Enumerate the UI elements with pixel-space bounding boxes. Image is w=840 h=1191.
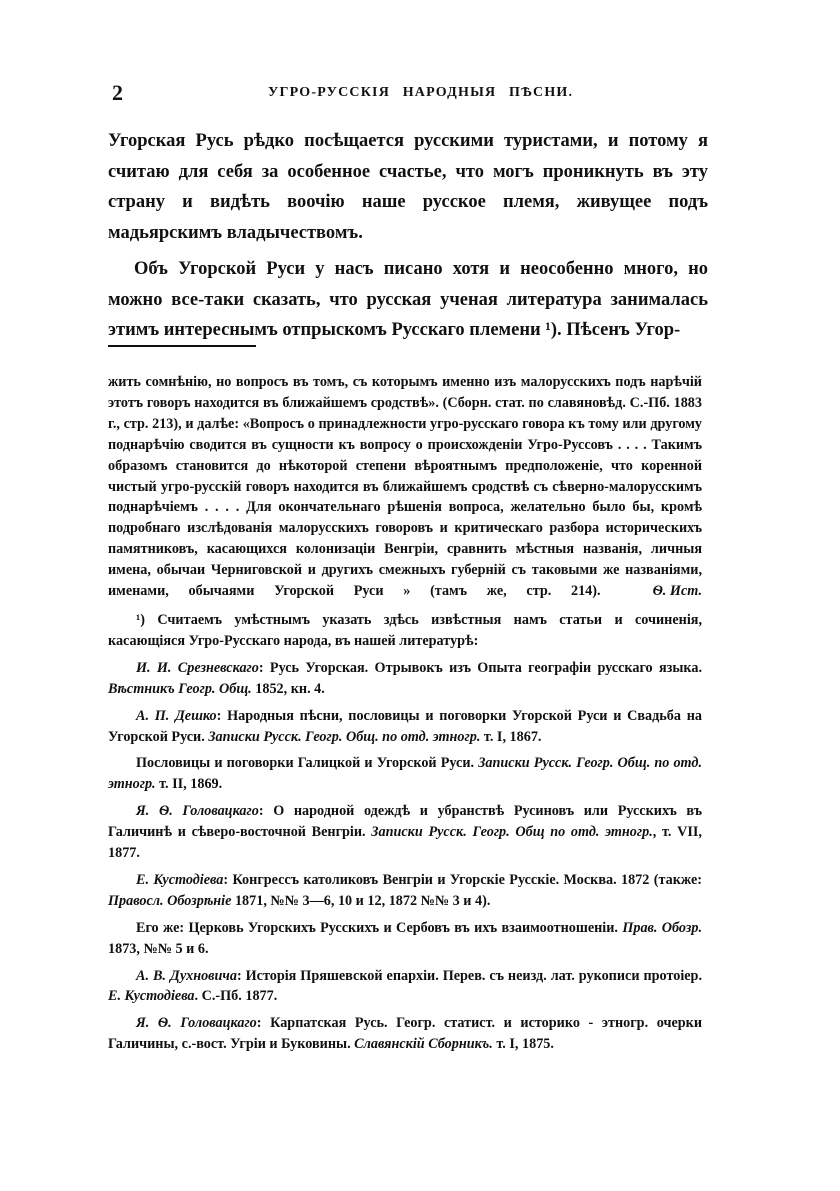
reference-author: И. И. Срезневскаго [136,659,259,676]
reference-author: Е. Кустодіева [136,871,224,888]
main-text [108,126,708,346]
footnote-continued-text: жить сомнѣнію, но вопросъ въ томъ, съ которымъ именно изъ малорусскихъ подъ нарѣчій этотъ говоръ находится въ ближайшемъ сродствѣ». (Сборн. стат. по славяновѣд. С.-Пб. 1883 г., стр. 213), и далѣе: «Вопросъ о принадлежности угро-русскаго говора къ тому или другому поднарѣчію сводится въ сущности къ вопросу о происхожденіи Угро-Руссовъ . . . . Такимъ образомъ становится до нѣкоторой степени вѣроятнымъ предположеніе, что коренной чистый угро-русскій говоръ находится въ ближайшемъ сродствѣ съ сѣверно-малорусскимъ поднарѣчіемъ . . . . Для окончательнаго рѣшенія вопроса, желательно было бы, кромѣ подробнаго изслѣдованія малорусскихъ говоровъ и критическаго разбора историческихъ памятниковъ, касающихся колонизаціи Венгріи, сравнить мѣстныя названія, личныя имена, обычаи Черниговской и другихъ смежныхъ губерній съ таковыми же названіями, именами, обычаями Угорской Руси » (тамъ же, стр. 214). [108,374,702,600]
reference-entry [108,658,702,700]
reference-tail: т. II, 1869. [155,776,223,793]
reference-tail: 1873, №№ 5 и 6. [108,940,209,957]
footnote-continued [108,372,702,602]
reference-tail: т. I, 1867. [480,728,542,745]
reference-text: Его же: Церковь Угорскихъ Русскихъ и Сербовъ въ ихъ взаимоотношеніи. [136,919,623,936]
reference-author: А. В. Духновича [136,967,237,984]
footnote-marker: ¹) [136,611,145,628]
reference-entry [108,753,702,795]
page-header [108,80,708,108]
reference-text: : Русь Угорская. Отрывокъ изъ Опыта географіи русскаго языка. [258,659,702,676]
page-number: 2 [112,80,123,105]
footnote-rule [108,345,256,347]
reference-entry [108,801,702,864]
running-title: УГРО-РУССКІЯ НАРОДНЫЯ ПѢСНИ. [268,85,574,100]
reference-source: Прав. Обозр. [622,919,702,936]
reference-entry [108,966,702,1008]
reference-entry [108,706,702,748]
reference-tail: . С.-Пб. 1877. [194,988,278,1005]
reference-text: : Карпатская Русь. Геогр. статист. и историко - этногр. очерки Галичины, с.-вост. Угріи и Буковины. [108,1015,702,1053]
footnotes [108,372,702,1055]
paragraph-2: Объ Угорской Руси у насъ писано хотя и неособенно много, но можно все-таки сказать, что русская ученая литература занималась этимъ интереснымъ отпрыскомъ Русскаго племени ¹). Пѣсенъ Угор- [108,259,708,340]
reference-source: Славянскій Сборникъ. [354,1036,493,1053]
reference-author: А. П. Дешко [136,707,217,724]
reference-tail: 1871, №№ 3—6, 10 и 12, 1872 №№ 3 и 4). [231,892,491,909]
footnote-intro: Считаемъ умѣстнымъ указать здѣсь извѣстныя намъ статьи и сочиненія, касающіяся Угро-Русскаго народа, въ нашей литературѣ: [108,611,702,649]
reference-tail: , т. VII, 1877. [108,824,702,862]
reference-source: Записки Русск. Геогр. Общ. по отд. этногр. [208,728,481,745]
reference-source: Е. Кустодіева [108,988,195,1005]
reference-source: Правосл. Обозрѣніе [108,892,232,909]
reference-source: Записки Русск. Геогр. Общ по отд. этногр. [371,824,653,841]
reference-text: Пословицы и поговорки Галицкой и Угорской Руси. [136,755,479,772]
footnote-1 [108,610,702,652]
reference-entry [108,1013,702,1055]
reference-entry [108,918,702,960]
reference-tail: т. I, 1875. [492,1036,554,1053]
reference-entry [108,870,702,912]
reference-text: : Конгрессъ католиковъ Венгріи и Угорскіе Русскіе. Москва. 1872 (также: [223,871,703,888]
footnote-signature: Ѳ. Ист. [652,583,702,600]
reference-tail: 1852, кн. 4. [251,680,325,697]
reference-text: : Народныя пѣсни, пословицы и поговорки Угорской Руси и Свадьба на Угорской Руси. [108,707,702,745]
reference-author: Я. Ѳ. Головацкаго [136,1015,257,1032]
reference-text: : О народной одеждѣ и убранствѣ Русиновъ или Русскихъ въ Галичинѣ и сѣверо-восточной Венгріи. [108,803,702,841]
reference-source: Вѣстникъ Геогр. Общ. [108,680,252,697]
reference-text: : Исторія Пряшевской епархіи. Перев. съ неизд. лат. рукописи протоіер. [236,967,702,984]
reference-author: Я. Ѳ. Головацкаго [136,803,259,820]
paragraph-1: Угорская Русь рѣдко посѣщается русскими туристами, и потому я считаю для себя за особенное счастье, что могъ проникнуть въ эту страну и видѣть воочію наше русское племя, живущее подъ мадьярскимъ владычествомъ. [108,131,708,243]
reference-source: Записки Русск. Геогр. Общ. по отд. этногр. [108,755,702,793]
